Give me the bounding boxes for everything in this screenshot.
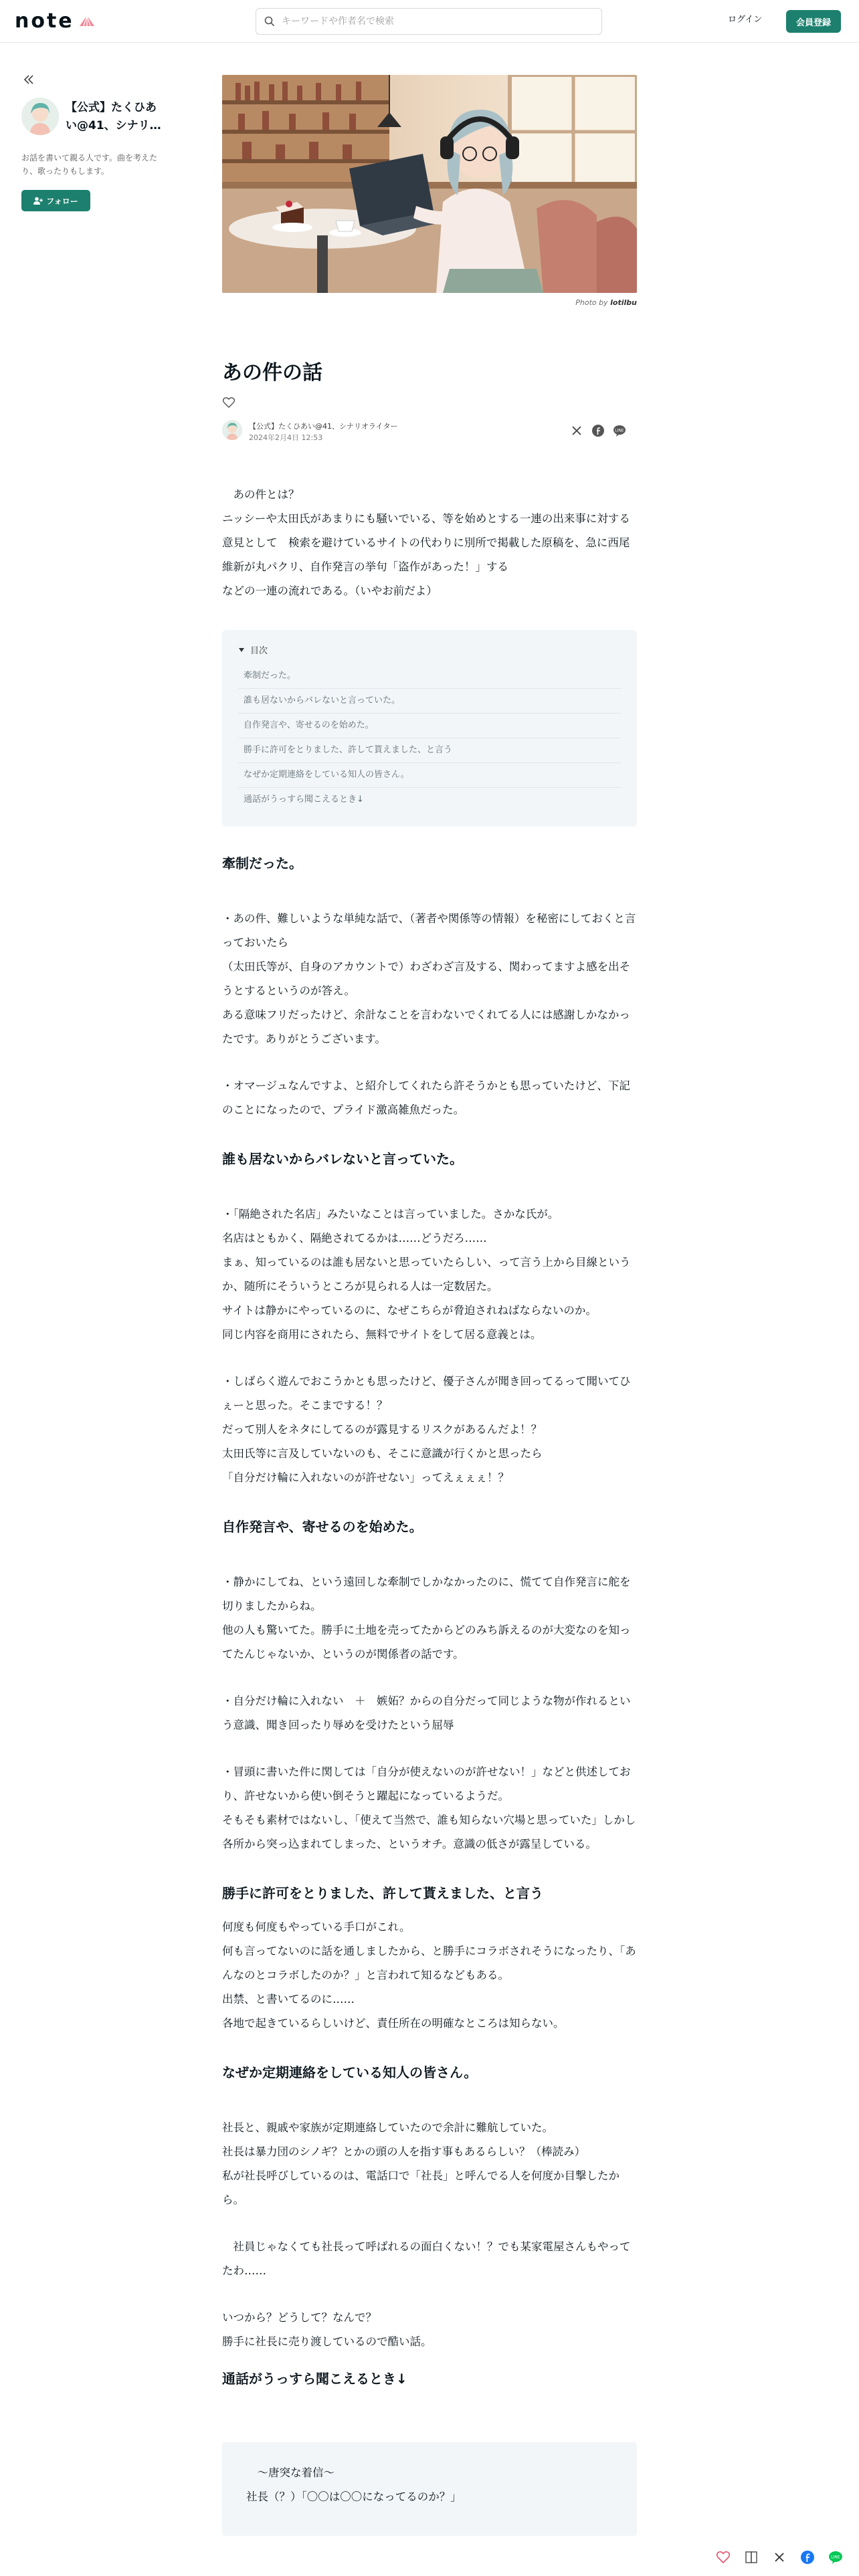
bottom-action-bar [716, 2544, 856, 2571]
paragraph-line: ・オマージュなんですよ、と紹介してくれたら許そうかとも思っていたけど、下記のことになったので、プライド激高雑魚だった。 [222, 1079, 630, 1116]
login-link[interactable]: ログイン [728, 15, 763, 25]
line-share-icon[interactable] [828, 2550, 843, 2565]
paragraph-line: そもそも素材ではないし、「使えて当然で、誰も知らない穴場と思っていた」しかし各所から突っ込まれてしまった、というオチ。意識の低さが露呈している。 [222, 1814, 636, 1850]
paragraph-line: 「自分だけ輪に入れないのが許せない」ってえぇぇぇ！？ [222, 1471, 509, 1484]
paragraph-line: 社長は暴力団のシノギ？とかの頭の人を指す事もあるらしい？（棒読み） [222, 2145, 586, 2158]
author-name[interactable]: 【公式】たくひあい@41、シナリ… [66, 101, 161, 132]
article-body [222, 483, 637, 2536]
toc-item[interactable]: 自作発言や、寄せるのを始めた。 [238, 714, 621, 738]
caret-down-icon [238, 647, 245, 653]
toc-item[interactable]: 牽制だった。 [238, 664, 621, 689]
section-spacer [222, 1903, 637, 1915]
section-spacer [222, 1122, 637, 1149]
paragraph-line: 同じ内容を商用にされたら、無料でサイトをして居る意義とは。 [222, 1328, 542, 1341]
section-spacer [222, 2036, 637, 2062]
author-avatar[interactable] [21, 98, 59, 135]
paragraph-gap [222, 1051, 637, 1074]
paragraph-line: だって別人をネタにしてるのが露見するリスクがあるんだよ！？ [222, 1423, 543, 1436]
signup-button[interactable]: 会員登録 [786, 10, 841, 33]
line-share-icon[interactable] [613, 424, 626, 437]
paragraph-line: 社員じゃなくても社長って呼ばれるの面白くない！？でも某家電屋さんもやってたわ…… [222, 2240, 631, 2277]
section-spacer [222, 1537, 637, 1570]
toc-item[interactable]: 勝手に許可をとりました、許して貰えました、と言う [238, 738, 621, 763]
paragraph-line: ・しばらく遊んでおこうかとも思ったけど、優子さんが聞き回ってるって聞いてひぇーと思った。そこまでする！？ [222, 1375, 631, 1412]
paragraph-gap [222, 1347, 637, 1370]
toc-item[interactable]: 誰も居ないからバレないと言っていた。 [238, 689, 621, 714]
paragraph-line: ・冒頭に書いた件に関しては「自分が使えないのが許せない！」などと供述しており、許せないから使い倒そうと躍起になっているようだ。 [222, 1765, 631, 1802]
meta-author-name[interactable]: 【公式】たくひあい@41、シナリオライター [249, 422, 398, 431]
section-heading: 誰も居ないからバレないと言っていた。 [222, 1151, 463, 1167]
section-heading: 通話がうっすら聞こえるとき↓ [222, 2371, 407, 2387]
follow-label: フォロー [46, 196, 78, 206]
paragraph-gap [222, 1737, 637, 1760]
meta-author-avatar[interactable] [222, 420, 242, 440]
paragraph-gap [222, 2283, 637, 2306]
article-sections [222, 827, 637, 2354]
x-share-icon[interactable] [772, 2550, 787, 2565]
paragraph-line: いつから？どうして？なんで？ [222, 2311, 377, 2324]
article-title: あの件の話 [222, 361, 322, 385]
section-spacer [222, 873, 637, 907]
paragraph-line: 名店はともかく、隔絶されてるかは……どうだろ…… [222, 1232, 487, 1245]
paragraph-line: 勝手に社長に売り渡しているので酷い話。 [222, 2335, 432, 2348]
logo-text: note [15, 9, 74, 33]
paragraph-line: 他の人も驚いてた。勝手に土地を売ってたからどのみち訴えるのが大変なのを知ってたんじゃないか、というのが関係者の話です。 [222, 1624, 631, 1660]
paragraph-line: まぁ、知っているのは誰も居ないと思っていたらしい、って言う上から目線というか、随所にそういうところが見られる人は一定数居た。 [222, 1256, 631, 1293]
toc-item[interactable]: 通話がうっすら聞こえるとき↓ [244, 794, 364, 804]
magazine-add-icon[interactable] [744, 2550, 759, 2565]
hero-image [222, 75, 637, 293]
article-intro [222, 483, 637, 603]
paragraph-gap [222, 1667, 637, 1689]
section-spacer [222, 1490, 637, 1517]
table-of-contents [222, 630, 637, 827]
avatar-illustration [222, 420, 242, 440]
quote-lines [246, 2461, 613, 2509]
toc-title: 目次 [250, 646, 268, 656]
section-spacer [222, 827, 637, 853]
section-spacer [222, 1856, 637, 1883]
x-share-icon[interactable] [570, 424, 583, 437]
toc-item[interactable]: なぜか定期連絡をしている知人の皆さん。 [238, 763, 621, 788]
section-heading: なぜか定期連絡をしている知人の皆さん。 [222, 2064, 478, 2080]
photo-credit [222, 298, 637, 307]
photo-credit-prefix: Photo by [575, 298, 608, 307]
fan-icon [78, 14, 96, 27]
section-spacer [222, 2082, 637, 2116]
paragraph-line: 私が社長呼びしているのは、電話口で「社長」と呼んでる人を何度か目撃したから。 [222, 2169, 619, 2206]
paragraph-line: （太田氏等が、自身のアカウントで）わざわざ言及する、関わってますよ感を出そうとするというのが答え。 [222, 960, 631, 997]
publish-date: 2024年2月4日 12:53 [249, 433, 323, 442]
paragraph-line: 社長と、親戚や家族が定期連絡していたので余計に難航していた。 [222, 2121, 553, 2134]
article [222, 75, 637, 2503]
paragraph-line: などの一連の流れである。（いやお前だよ） [222, 584, 438, 597]
paragraph-line: サイトは静かにやっているのに、なぜこちらが脅迫されねばならないのか。 [222, 1304, 597, 1317]
section-heading: 自作発言や、寄せるのを始めた。 [222, 1519, 423, 1535]
quote-line: 〜唐突な着信〜 [246, 2466, 335, 2479]
note-logo[interactable] [15, 9, 96, 32]
facebook-share-icon[interactable] [800, 2550, 815, 2565]
paragraph-line: ・あの件、難しいような単純な話で、（著者や関係等の情報）を秘密にしておくと言っておいたら [222, 912, 636, 949]
paragraph-line: あの件とは？ [222, 488, 300, 501]
svg-text:LINE: LINE [831, 2555, 840, 2560]
like-icon[interactable] [222, 396, 235, 409]
facebook-share-icon[interactable] [591, 424, 605, 437]
paragraph-line: 各地で起きているらしいけど、責任所在の明確なところは知らない。 [222, 2017, 565, 2030]
toc-list [238, 664, 621, 812]
photo-credit-name[interactable]: lotilbu [610, 298, 637, 307]
paragraph-line: ・自分だけ輪に入れない ＋ 嫉妬？からの自分だって同じような物が作れるという意識、聞き回ったり辱めを受けたという屈辱 [222, 1695, 631, 1731]
toc-header[interactable] [238, 643, 621, 656]
paragraph-line: ・静かにしてね、という遠回しな牽制でしかなかったのに、慌てて自作発言に舵を切りましたからね。 [222, 1576, 631, 1612]
section-spacer [222, 1169, 637, 1202]
like-icon[interactable] [716, 2550, 731, 2565]
quote-block [222, 2442, 637, 2536]
site-header [0, 0, 859, 43]
paragraph-line: 何度も何度もやっている手口がこれ。 [222, 1921, 411, 1933]
add-user-icon [33, 197, 43, 205]
section-heading: 勝手に許可をとりました、許して貰えました、と言う [222, 1885, 543, 1901]
search-box[interactable] [256, 8, 602, 35]
svg-text:LINE: LINE [615, 428, 624, 433]
search-icon [264, 16, 275, 27]
section-heading: 牽制だった。 [222, 855, 302, 871]
paragraph-line: ニッシーや太田氏があまりにも騒いでいる、等を始めとする一連の出来事に対する意見として 検索を避けているサイトの代わりに別所で掲載した原稿を、急に西尾維新が丸パクリ、自作発言の挙句「盗作があった！」する [222, 512, 630, 573]
paragraph-gap [222, 2212, 637, 2235]
author-description: お話を書いて親る人です。曲を考えたり、歌ったりもします。 [21, 153, 158, 176]
avatar-illustration [21, 98, 59, 135]
collapse-sidebar-icon[interactable] [21, 72, 36, 87]
paragraph-line: ある意味フリだったけど、余計なことを言わないでくれてる人には感謝しかなかったです。ありがとうございます。 [222, 1008, 630, 1045]
follow-button[interactable] [21, 190, 90, 211]
paragraph-line: 出禁、と書いてるのに…… [222, 1993, 355, 2006]
paragraph-line: 何も言ってないのに話を通しましたから、と勝手にコラボされそうになったり、「あんなのとコラボしたのか？」と言われて知るなどもある。 [222, 1945, 636, 1981]
quote-line: 社長（？）「〇〇は〇〇になってるのか？」 [246, 2490, 462, 2503]
paragraph-line: 太田氏等に言及していないのも、そこに意識が行くかと思ったら [222, 1447, 543, 1460]
search-input[interactable] [282, 16, 576, 27]
paragraph-line: ・「隔絶された名店」みたいなことは言っていました。さかな氏が。 [222, 1208, 559, 1220]
